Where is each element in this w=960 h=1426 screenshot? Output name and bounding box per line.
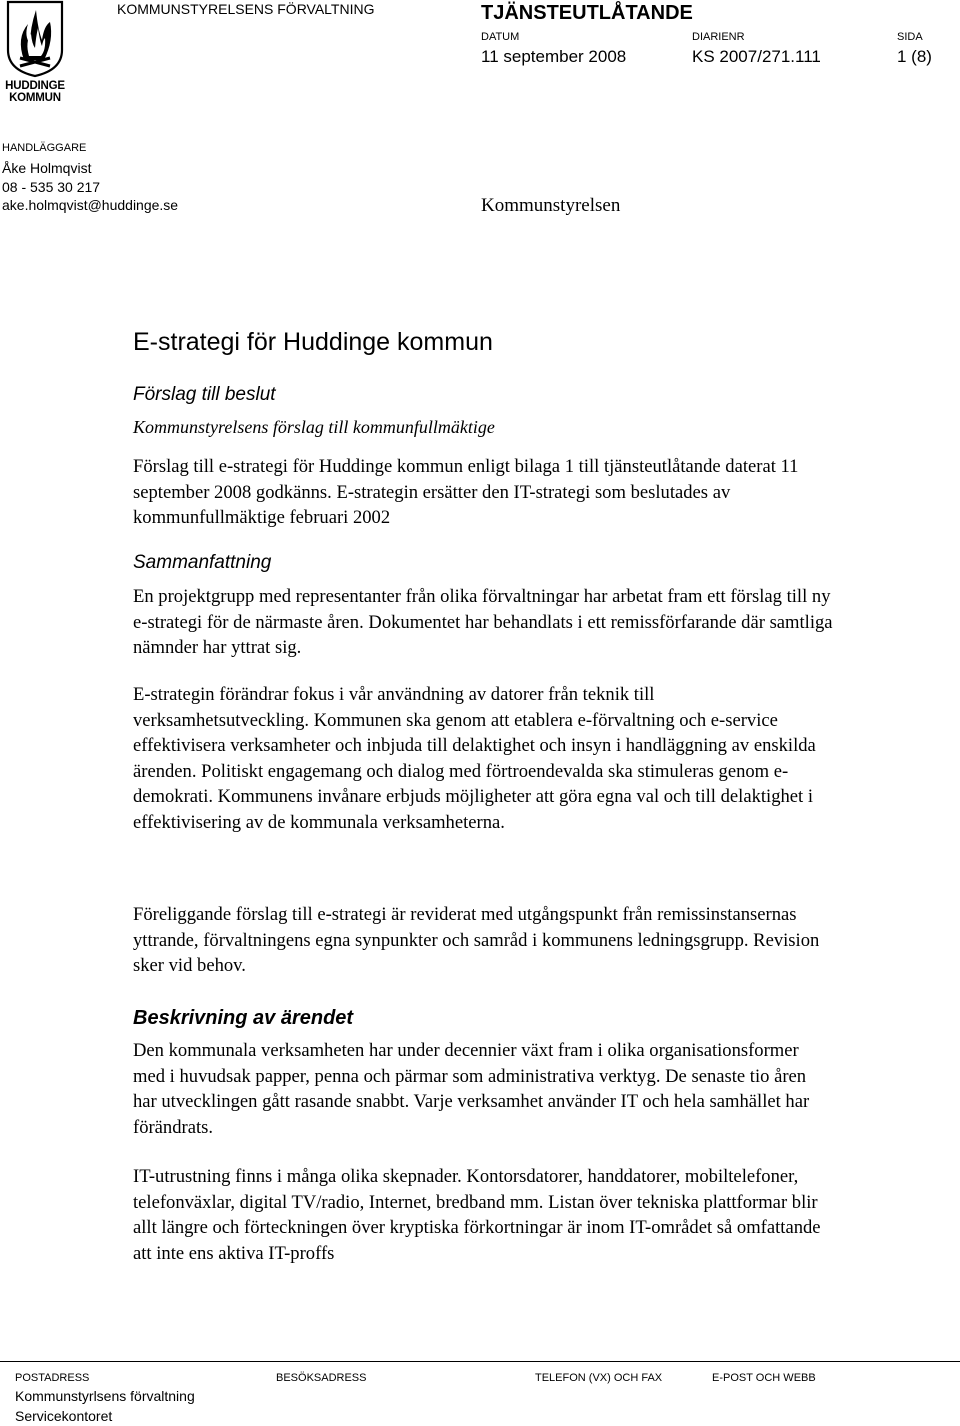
logo-line1: HUDDINGE (5, 80, 65, 92)
footer-epost-label: E-POST OCH WEBB (712, 1372, 816, 1384)
handlaggare-label: HANDLÄGGARE (2, 142, 87, 154)
sammanfattning-p1: En projektgrupp med representanter från olika förvaltningar har arbetat fram ett förslag till ny e-strategi för de närmaste åren. Dokumentet har behandlats i ett remissförfarande där samtliga nämnder har yttrat sig. (133, 586, 833, 658)
page-title: E-strategi för Huddinge kommun (133, 328, 493, 356)
logo-line2: KOMMUN (9, 92, 61, 104)
footer-post-line1: Kommunstyrlsens förvaltning (15, 1388, 195, 1404)
flame-crest-icon (0, 0, 70, 78)
organisation-name: KOMMUNSTYRELSENS FÖRVALTNING (117, 1, 375, 17)
footer-telefon-label: TELEFON (VX) OCH FAX (535, 1372, 663, 1384)
diarienr-value: KS 2007/271.111 (692, 47, 821, 66)
footer-besoksadress-label: BESÖKSADRESS (276, 1372, 367, 1384)
sida-label: SIDA (897, 31, 923, 43)
diarienr-label: DIARIENR (692, 31, 745, 43)
beskrivning-p2: IT-utrustning finns i många olika skepnader. Kontorsdatorer, handdatorer, mobiltelefoner, telefonväxlar, digital TV/radio, Internet, bredband mm. Listan över tekniska plattformar blir allt längre och förteckningen över kryptiska förkortningar är inom IT-området så omfattande att inte ens aktiva IT-proffs (133, 1166, 821, 1264)
datum-value: 11 september 2008 (481, 47, 627, 66)
forslag-heading: Förslag till beslut (133, 384, 276, 405)
beskrivning-p1: Den kommunala verksamheten har under decennier växt fram i olika organisationsformer med i huvudsak papper, penna och pärmar som administrativa verktyg. De senaste tio åren har utvecklingen gått rasande snabbt. Varje verksamhet använder IT och hela samhället har förändrats. (133, 1040, 810, 1138)
beskrivning-heading: Beskrivning av ärendet (133, 1007, 354, 1029)
sammanfattning-p2: E-strategin förändrar fokus i vår användning av datorer från teknik till verksamhetsutveckling. Kommunen ska genom att etablera e-förvaltning och e-service effektivisera verksamheter och inbjuda till delaktighet och insyn i handläggning av enskilda ärenden. Politiskt engagemang och dialog med förtroendevalda ska stimuleras genom e-demokrati. Kommunens invånare erbjuds möjligheter att göra egna val och till delaktighet i effektivisering av de kommunala verksamheterna. (133, 684, 816, 833)
footer-divider (0, 1361, 960, 1362)
footer-post-line2: Servicekontoret (15, 1408, 113, 1424)
forslag-subheading: Kommunstyrelsens förslag till kommunfullmäktige (133, 417, 495, 437)
sammanfattning-heading: Sammanfattning (133, 552, 272, 573)
handlaggare-phone: 08 - 535 30 217 (2, 179, 101, 195)
forslag-text: Förslag till e-strategi för Huddinge kommun enligt bilaga 1 till tjänsteutlåtande daterat 11 september 2008 godkänns. E-strategin ersätter den IT-strategi som beslutades av kommunfullmäktige februari 2002 (133, 456, 799, 528)
sammanfattning-p3: Föreliggande förslag till e-strategi är reviderat med utgångspunkt från remissinstansernas yttrande, förvaltningens egna synpunkter och samråd i kommunens ledningsgrupp. Revision sker vid behov. (133, 904, 820, 976)
handlaggare-email: ake.holmqvist@huddinge.se (2, 197, 179, 213)
huddinge-logo (0, 0, 70, 106)
datum-label: DATUM (481, 31, 520, 43)
recipient: Kommunstyrelsen (481, 195, 621, 216)
handlaggare-name: Åke Holmqvist (2, 160, 92, 176)
footer-postadress-label: POSTADRESS (15, 1372, 90, 1384)
document-type: TJÄNSTEUTLÅTANDE (481, 2, 693, 24)
sida-value: 1 (8) (897, 47, 932, 66)
